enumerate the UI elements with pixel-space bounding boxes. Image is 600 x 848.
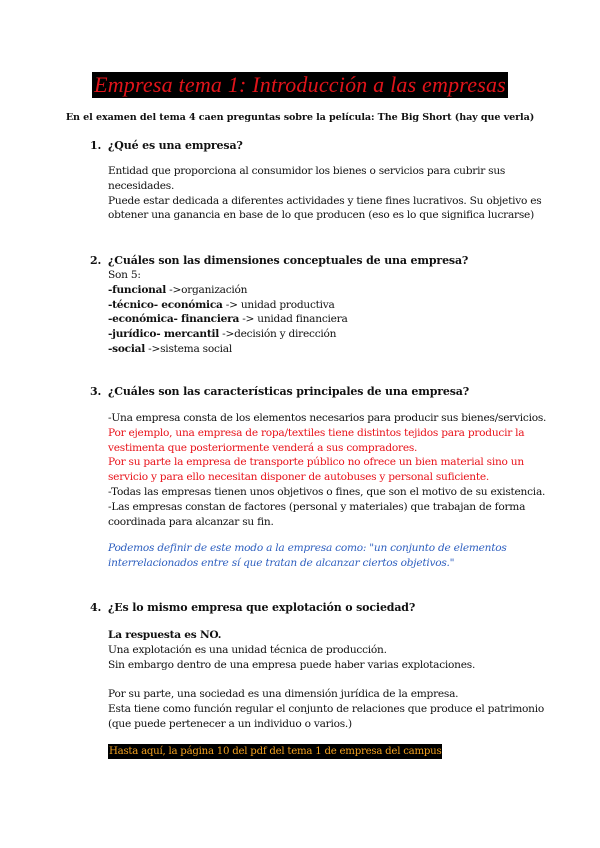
q3-example-transport: Por su parte la empresa de transporte público no ofrece un bien material sino un servicio y para ello necesitan disponer de autobuses y personal suficiente. [108, 456, 524, 484]
q3-paragraph-1: -Una empresa consta de los elementos necesarios para producir sus bienes/servicios. [108, 412, 547, 424]
question-4-body-2 [108, 687, 548, 731]
question-3-heading [90, 385, 469, 398]
question-2-number: 2. [90, 254, 102, 267]
dimension-item [108, 298, 548, 313]
q4-paragraph-1: Una explotación es una unidad técnica de producción. [108, 643, 387, 656]
q2-intro: Son 5: [108, 269, 141, 281]
dimension-term: -económica- financiera [108, 313, 240, 326]
question-3-text: ¿Cuáles son las características principales de una empresa? [108, 385, 470, 398]
dimension-desc: -> unidad productiva [222, 298, 335, 311]
dimension-desc: -> unidad financiera [239, 313, 348, 326]
dimension-term: -técnico- económica [108, 298, 223, 311]
question-3-body [108, 411, 548, 529]
question-4-body [108, 628, 548, 672]
question-2-heading [90, 254, 468, 267]
q4-paragraph-2: Sin embargo dentro de una empresa puede haber varias explotaciones. [108, 658, 476, 671]
dimension-desc: ->sistema social [145, 342, 232, 355]
q3-definition: Podemos definir de este modo a la empresa como: "un conjunto de elementos interrelacionados entre sí que tratan de alcanzar ciertos objetivos." [108, 542, 507, 569]
question-2-body [108, 268, 548, 357]
q4-paragraph-4: Esta tiene como función regular el conjunto de relaciones que produce el patrimonio (que puede pertenecer a un individuo o varios.) [108, 702, 544, 730]
dimension-item [108, 312, 548, 327]
title-wrapper [0, 72, 600, 98]
question-1-body [108, 164, 548, 223]
question-1-number: 1. [90, 139, 102, 152]
q4-paragraph-3: Por su parte, una sociedad es una dimensión jurídica de la empresa. [108, 688, 459, 700]
page-title: Empresa tema 1: Introducción a las empresas [94, 72, 506, 97]
dimension-desc: ->decisión y dirección [219, 328, 337, 341]
q3-paragraph-4: -Todas las empresas tienen unos objetivos o fines, que son el motivo de su existencia. [108, 485, 546, 498]
q3-paragraph-5: -Las empresas constan de factores (personal y materiales) que trabajan de forma coordinada para alcanzar su fin. [108, 500, 526, 528]
question-4-text: ¿Es lo mismo empresa que explotación o sociedad? [108, 601, 416, 614]
dimension-term: -jurídico- mercantil [108, 328, 220, 341]
dimension-desc: ->organización [166, 283, 248, 296]
question-4-heading [90, 601, 415, 614]
dimension-item [108, 283, 548, 298]
q1-paragraph-2: Puede estar dedicada a diferentes actividades y tiene fines lucrativos. Su objetivo es obtener una ganancia en base de lo que producen (eso es lo que significa lucrarse) [108, 194, 542, 222]
question-1-text: ¿Qué es una empresa? [108, 139, 243, 152]
q3-example-clothing: Por ejemplo, una empresa de ropa/textiles tiene distintos tejidos para producir la vestimenta que posteriormente venderá a sus compradores. [108, 426, 525, 454]
dimension-term: -funcional [108, 283, 166, 296]
question-2-text: ¿Cuáles son las dimensiones conceptuales de una empresa? [108, 254, 469, 267]
exam-note: En el examen del tema 4 caen preguntas sobre la película: The Big Short (hay que verla) [65, 112, 535, 123]
dimension-item [108, 327, 548, 342]
q4-answer: La respuesta es NO. [108, 629, 222, 641]
question-3-number: 3. [90, 385, 102, 398]
question-1-heading [90, 139, 243, 152]
q1-paragraph-1: Entidad que proporciona al consumidor los bienes o servicios para cubrir sus necesidades. [108, 165, 506, 192]
question-4-number: 4. [90, 601, 102, 614]
progress-highlight: Hasta aquí, la página 10 del pdf del tema 1 de empresa del campus [109, 746, 442, 757]
dimension-item [108, 342, 548, 357]
q4-highlight-wrapper [108, 744, 548, 759]
dimension-term: -social [108, 342, 146, 355]
